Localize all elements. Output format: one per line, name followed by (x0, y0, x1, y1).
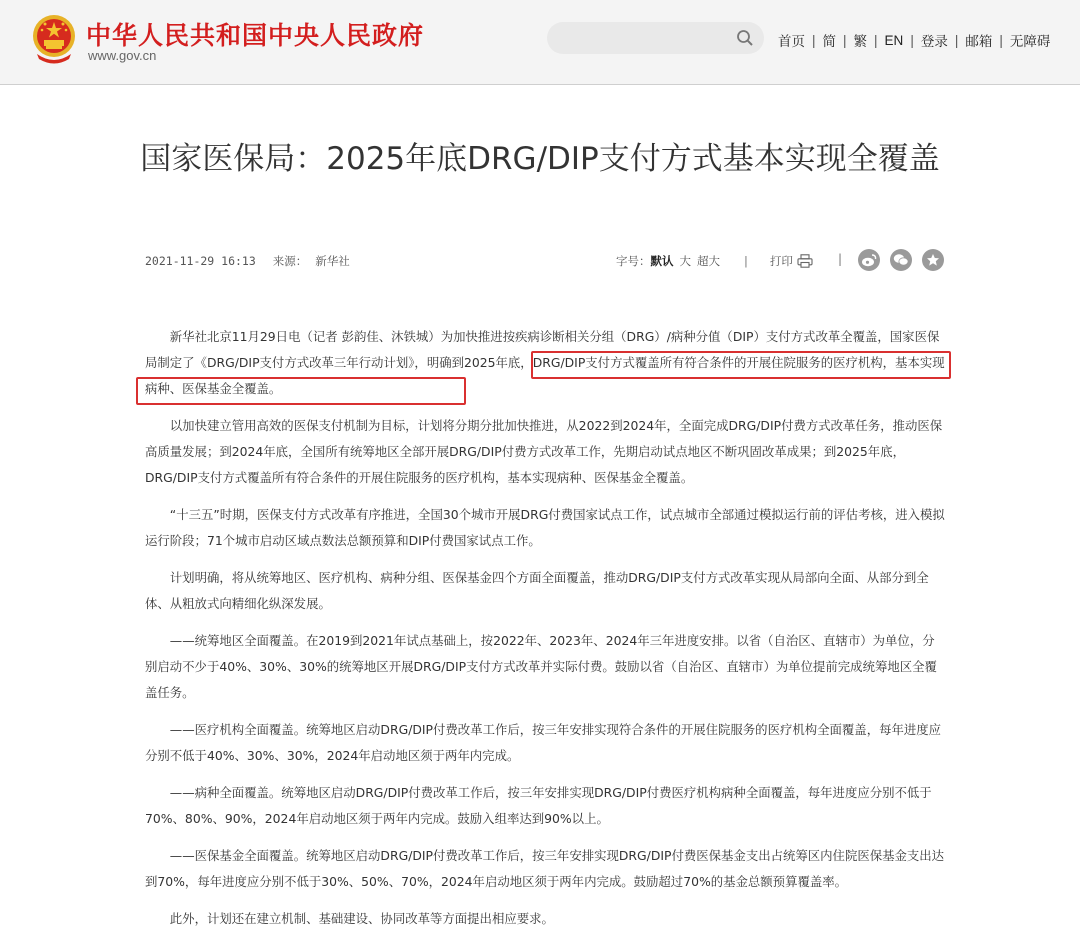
source-name: 新华社 (315, 254, 350, 268)
article-title: 国家医保局：2025年底DRG/DIP支付方式基本实现全覆盖 (140, 141, 940, 177)
article-body (145, 324, 945, 943)
article-meta (145, 253, 360, 269)
nav-traditional[interactable]: 繁 (853, 34, 868, 49)
wechat-icon (893, 253, 909, 267)
site-title[interactable]: 中华人民共和国中央人民政府 (86, 21, 425, 50)
paragraph: ——病种全面覆盖。统筹地区启动DRG/DIP付费改革工作后，按三年安排实现DRG/DIP付费医疗机构病种全面覆盖，每年进度应分别不低于70%、80%、90%，2024年启动地区须于两年内完成。鼓励入组率达到90%以上。 (145, 785, 932, 826)
national-emblem-icon[interactable] (31, 12, 77, 66)
top-nav (778, 31, 1050, 49)
site-url: www.gov.cn (88, 48, 157, 63)
font-size-large[interactable]: 大 (679, 254, 691, 268)
paragraph: ——统筹地区全面覆盖。在2019到2021年试点基础上，按2022年、2023年、2024年三年进度安排。以省（自治区、直辖市）为单位，分别启动不少于40%、30%、30%的统筹地区开展DRG/DIP支付方式改革并实际付费。鼓励以省（自治区、直辖市）为单位提前完成统筹地区全覆盖任务。 (145, 633, 937, 700)
paragraph: 新华社北京11月29日电（记者 彭韵佳、沐铁城）为加快推进按疾病诊断相关分组（DRG）/病种分值（DIP）支付方式改革全覆盖，国家医保局制定了《DRG/DIP支付方式改革三年行动计划》，明确到2025年底，DRG/DIP支付方式覆盖所有符合条件的开展住院服务的医疗机构，基本实现病种、医保基金全覆盖。 (145, 329, 945, 396)
paragraph: “十三五”时期，医保支付方式改革有序推进，全国30个城市开展DRG付费国家试点工作，试点城市全部通过模拟运行前的评估考核，进入模拟运行阶段；71个城市启动区域点数法总额预算和DIP付费国家试点工作。 (145, 507, 945, 548)
site-header (0, 0, 1080, 85)
publish-datetime: 2021-11-29 16:13 (145, 254, 256, 268)
nav-login[interactable]: 登录 (920, 34, 948, 49)
nav-separator: | (843, 32, 847, 48)
nav-separator: | (812, 32, 816, 48)
share-weibo-button[interactable] (858, 249, 880, 271)
share-wechat-button[interactable] (890, 249, 912, 271)
nav-home[interactable]: 首页 (778, 34, 805, 49)
paragraph: ——医保基金全面覆盖。统筹地区启动DRG/DIP付费改革工作后，按三年安排实现DRG/DIP付费医保基金支出占统筹区内住院医保基金支出达到70%，每年进度应分别不低于30%、50%、70%，2024年启动地区须于两年内完成。鼓励超过70%的基金总额预算覆盖率。 (145, 848, 945, 889)
font-size-default[interactable]: 默认 (650, 254, 674, 268)
font-size-label: 字号： (616, 254, 651, 268)
share-separator: | (838, 252, 843, 266)
favorite-button[interactable] (922, 249, 944, 271)
nav-separator: | (874, 32, 878, 48)
nav-separator: | (999, 32, 1003, 48)
print-link[interactable]: 打印 (769, 254, 793, 268)
article-tools (616, 252, 813, 270)
paragraph: 此外，计划还在建立机制、基础建设、协同改革等方面提出相应要求。 (169, 911, 554, 926)
print-icon[interactable] (797, 254, 813, 268)
paragraph: 计划明确，将从统筹地区、医疗机构、病种分组、医保基金四个方面全面覆盖，推动DRG/DIP支付方式改革实现从局部向全面、从部分到全体、从粗放式向精细化纵深发展。 (145, 570, 929, 611)
nav-mailbox[interactable]: 邮箱 (965, 34, 993, 49)
nav-english[interactable]: EN (884, 32, 904, 48)
font-size-xlarge[interactable]: 超大 (697, 254, 720, 268)
favorite-icon (926, 253, 940, 267)
search-input[interactable] (561, 28, 725, 50)
paragraph: ——医疗机构全面覆盖。统筹地区启动DRG/DIP付费改革工作后，按三年安排实现符合条件的开展住院服务的医疗机构全面覆盖，每年进度应分别不低于40%、30%、30%，2024年启动地区须于两年内完成。 (145, 722, 942, 763)
nav-accessibility[interactable]: 无障碍 (1009, 34, 1051, 49)
weibo-icon (861, 253, 877, 267)
search-icon[interactable] (736, 29, 754, 47)
tools-separator: | (744, 254, 748, 268)
search-box[interactable] (547, 22, 764, 54)
nav-simplified[interactable]: 简 (822, 34, 837, 49)
paragraph: 以加快建立管用高效的医保支付机制为目标，计划将分期分批加快推进，从2022到2024年，全面完成DRG/DIP付费方式改革任务，推动医保高质量发展；到2024年底，全国所有统筹地区全部开展DRG/DIP付费方式改革工作，先期启动试点地区不断巩固改革成果；到2025年底，DRG/DIP支付方式覆盖所有符合条件的开展住院服务的医疗机构，基本实现病种、医保基金全覆盖。 (145, 418, 943, 485)
nav-separator: | (954, 32, 959, 48)
nav-separator: | (910, 32, 914, 48)
source-label: 来源： (272, 254, 308, 268)
